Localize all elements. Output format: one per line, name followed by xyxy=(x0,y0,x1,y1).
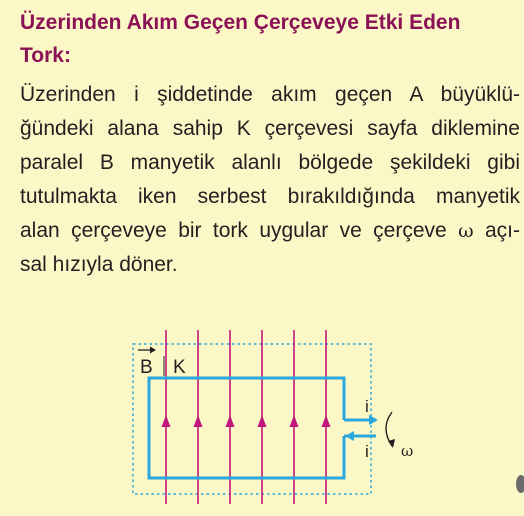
section-title-line-2: Tork: xyxy=(20,44,71,67)
page-edge-mark xyxy=(516,475,524,493)
angular-velocity-label: ω xyxy=(401,442,414,460)
field-region-boundary xyxy=(133,344,371,494)
field-arrow-up-icon xyxy=(322,415,331,427)
current-arrow-in-icon xyxy=(369,415,378,425)
field-arrow-up-icon xyxy=(258,415,267,427)
field-arrow-up-icon xyxy=(162,415,171,427)
paragraph-line-2: ğündeki alana sahip K çerçevesi sayfa diklemine xyxy=(20,117,520,140)
field-arrow-up-icon xyxy=(194,415,203,427)
field-arrow-up-icon xyxy=(290,415,299,427)
field-label: B xyxy=(140,357,153,378)
current-frame xyxy=(149,378,344,478)
vector-arrow-icon xyxy=(150,347,156,354)
paragraph-line-1: Üzerinden i şiddetinde akım geçen A büyüklü- xyxy=(20,83,520,106)
field-arrowheads xyxy=(162,415,331,427)
current-label-bottom: i xyxy=(365,442,369,461)
paragraph-line-5-text: alan çerçeveye bir tork uygular ve çerçeve xyxy=(20,219,447,242)
omega-symbol: ω xyxy=(458,220,474,242)
paragraph-line-6: sal hızıyla döner. xyxy=(20,253,178,276)
paragraph-line-5-end: açı- xyxy=(484,219,520,242)
frame-label: K xyxy=(173,357,186,378)
paragraph-line-4: tutulmakta iken serbest bırakıldığında manyetik xyxy=(20,185,520,208)
current-arrow-out-icon xyxy=(345,431,354,441)
current-label-top: i xyxy=(365,397,369,416)
field-arrow-up-icon xyxy=(226,415,235,427)
section-title-line-1: Üzerinden Akım Geçen Çerçeveye Etki Eden xyxy=(20,11,461,34)
paragraph-line-3: paralel B manyetik alanlı bölgede şekildeki gibi xyxy=(20,151,520,174)
